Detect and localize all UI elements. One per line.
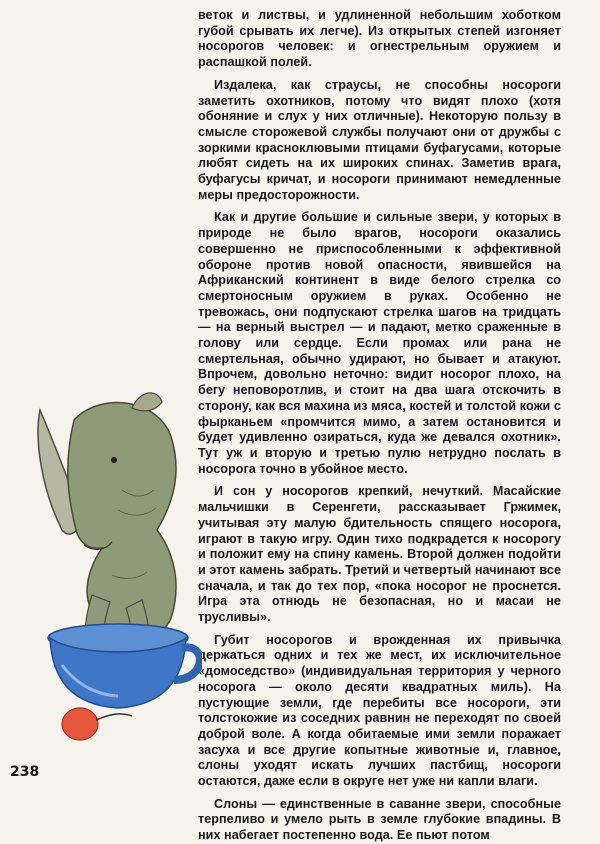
rhino-eye <box>111 457 117 463</box>
rhino-ear <box>132 393 162 411</box>
red-bulb <box>62 708 98 740</box>
paragraph-1: веток и листвы, и удлиненной небольшим хоботком губой срывать их легче). Из открытых степей изгоняет носорогов человек: и огнестрельным оружием и распашкой полей. <box>198 8 561 70</box>
text-column <box>198 8 561 844</box>
bulb-string <box>96 714 132 720</box>
paragraph-4: И сон у носорогов крепкий, нечуткий. Масайские мальчишки в Серенгети, рассказывает Гржимек, учитывая эту малую бдительность спящего носорога, играют в такую игру. Один тихо подкрадется к носорогу и положит ему на спину камень. Второй должен подойти и этот камень забрать. Третий и четвертый начинают все сначала, и так до тех пор, «пока носорог не проснется. Игра эта отнюдь не безопасная, но и масаи не трусливы». <box>198 484 561 625</box>
paragraph-3: Как и другие большие и сильные звери, у которых в природе не было врагов, носороги оказались совершенно не приспособленными к эффективной обороне против новой опасности, явившейся на Африканский континент в виде белого стрелка со смертоносным оружием в руках. Особенно не тревожась, они подпускают стрелка шагов на тридцать — на верный выстрел — и падают, метко сраженные в голову или сердце. Если промах или рана не смертельная, обычно удирают, но бывает и атакуют. Впрочем, довольно неточно: видит носорог плохо, на бегу неповоротлив, и стоит на два шага отскочить в сторону, как вся махина из мяса, костей и толстой кожи с фырканьем «промчится мимо, а затем остановится и будет удивленно озираться, куда же девался охотник». Тут уж и вторую и третью пулю нетрудно послать в носорога точно в убойное место. <box>198 210 561 476</box>
rhino-body <box>68 403 176 637</box>
paragraph-6: Слоны — единственные в саванне звери, способные терпеливо и умело рыть в земле глубокие впадины. В них набегает постепенно вода. Ее пьют потом <box>198 796 561 843</box>
paragraph-2: Издалека, как страусы, не способны носороги заметить охотников, потому что видят плохо (хотя обоняние и слух у них отличные). Некоторую пользу в смысле сторожевой службы получают они от дружбы с зоркими красноклювыми птицами буфагусами, которые любят сидеть на их широких спинах. Заметив врага, буфагусы кричат, и носороги принимают немедленные меры предосторожности. <box>198 77 561 202</box>
paragraph-5: Губит носорогов и врожденная их привычка держаться одних и тех же мест, их исключительное «домоседство» (индивидуальная территория у черного носорога — около десяти квадратных миль). На пустующие земли, где перебиты все носороги, эти толстокожие из соседних равнин не переходят по своей доброй воле. А когда обитаемые ими земли поражает засуха и все другие копытные животные и, главное, слоны уходят искать лучших пастбищ, носороги остаются, даже если в округе нет уже ни капли влаги. <box>198 632 561 789</box>
rhino-illustration <box>22 380 202 750</box>
page-number: 238 <box>10 764 40 780</box>
